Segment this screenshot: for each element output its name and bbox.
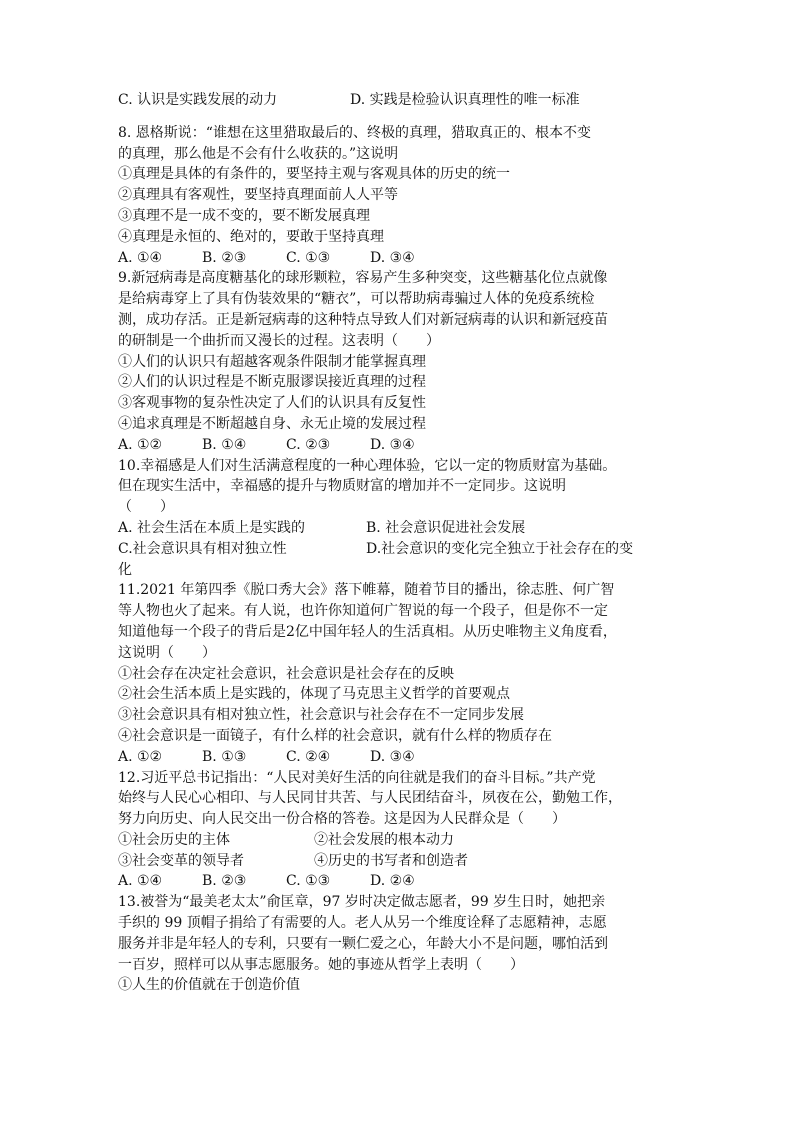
q13-stem-line: 一百岁，照样可以从事志愿服务。她的事迹从哲学上表明（ ）: [118, 956, 524, 973]
q12-option-c: C. ①③: [286, 873, 331, 890]
q12-item: ②社会发展的根本动力: [314, 831, 454, 848]
q13-item: ①人生的价值就在于创造价值: [118, 977, 300, 994]
q12-options-row: [118, 871, 680, 892]
q11-item: ②社会生活本质上是实践的，体现了马克思主义哲学的首要观点: [118, 686, 510, 703]
q9-stem-line: 是给病毒穿上了具有伪装效果的“糖衣”，可以帮助病毒骗过人体的免疫系统检: [118, 291, 595, 308]
q10-option-a: A. 社会生活在本质上是实践的: [118, 519, 306, 536]
q10-options-row: [118, 518, 680, 539]
question-12: [118, 768, 680, 893]
q12-option-a: A. ①④: [118, 873, 163, 890]
q10-option-b: B. 社会意识促进社会发展: [366, 519, 526, 536]
q11-options-row: [118, 747, 680, 768]
q10-option-c: C.社会意识具有相对独立性: [118, 540, 287, 557]
q11-option-b: B. ①③: [202, 748, 247, 765]
q12-stem-line: 努力向历史、向人民交出一份合格的答卷。这是因为人民群众是（ ）: [118, 811, 566, 828]
q13-stem-line: 手织的 99 顶帽子捐给了有需要的人。老人从另一个维度诠释了志愿精神，志愿: [118, 915, 607, 932]
q10-stem-line: （ ）: [118, 499, 174, 516]
q12-option-d: D. ②④: [370, 873, 415, 890]
q8-options-row: [118, 248, 680, 269]
q8-option-d: D. ③④: [370, 249, 415, 266]
q8-item: ③真理不是一成不变的，要不断发展真理: [118, 207, 370, 224]
q8-option-a: A. ①④: [118, 249, 163, 266]
q10-option-d-wrap: 化: [118, 561, 132, 578]
question-10: [118, 456, 680, 581]
q12-items-row: [118, 830, 680, 851]
question-13: [118, 892, 680, 996]
q13-stem-line: 13.被誉为“最美老太太”俞匡章，97 岁时决定做志愿者，99 岁生日时，她把亲: [118, 894, 606, 911]
q7-option-d: D. 实践是检验认识真理性的唯一标准: [350, 92, 580, 108]
q11-stem-line: 这说明（ ）: [118, 644, 216, 661]
q11-stem-line: 知道他每一个段子的背后是2亿中国年轻人的生活真相。从历史唯物主义角度看，: [118, 623, 617, 640]
question-11: [118, 580, 680, 767]
q11-item: ④社会意识是一面镜子，有什么样的社会意识，就有什么样的物质存在: [118, 727, 552, 744]
q12-item: ①社会历史的主体: [118, 831, 230, 848]
q9-item: ①人们的认识只有超越客观条件限制才能掌握真理: [118, 353, 426, 370]
q12-stem-line: 始终与人民心心相印、与人民同甘共苦、与人民团结奋斗，夙夜在公，勤勉工作，: [118, 790, 622, 807]
q11-item: ①社会存在决定社会意识，社会意识是社会存在的反映: [118, 665, 454, 682]
q8-item: ①真理是具体的有条件的，要坚持主观与客观具体的历史的统一: [118, 166, 510, 183]
q9-option-c: C. ②③: [286, 436, 331, 453]
q9-options-row: [118, 435, 680, 456]
q11-option-a: A. ①②: [118, 748, 163, 765]
q12-option-b: B. ②③: [202, 873, 247, 890]
q8-option-c: C. ①③: [286, 249, 331, 266]
q10-options-row: [118, 539, 680, 560]
q9-item: ④追求真理是不断超越自身、永无止境的发展过程: [118, 415, 426, 432]
q9-item: ②人们的认识过程是不断克服谬误接近真理的过程: [118, 374, 426, 391]
q11-option-d: D. ③④: [370, 748, 415, 765]
q9-option-d: D. ③④: [370, 436, 415, 453]
q9-option-a: A. ①②: [118, 436, 163, 453]
q12-item: ④历史的书写者和创造者: [314, 852, 468, 869]
q10-stem-line: 10.幸福感是人们对生活满意程度的一种心理体验，它以一定的物质财富为基础。: [118, 457, 617, 474]
q9-item: ③客观事物的复杂性决定了人们的认识具有反复性: [118, 395, 426, 412]
q8-item: ④真理是永恒的、绝对的，要敢于坚持真理: [118, 228, 384, 245]
q12-item: ③社会变革的领导者: [118, 852, 244, 869]
q7-options-row: [118, 90, 680, 111]
q10-option-d: D.社会意识的变化完全独立于社会存在的变: [366, 540, 634, 557]
q9-stem-line: 9.新冠病毒是高度糖基化的球形颗粒，容易产生多种突变，这些糖基化位点就像: [118, 270, 608, 287]
q9-stem-line: 测，成功存活。正是新冠病毒的这种特点导致人们对新冠病毒的认识和新冠疫苗: [118, 311, 608, 328]
exam-page: [118, 90, 680, 996]
q11-stem-line: 11.2021 年第四季《脱口秀大会》落下帷幕，随着节目的播出，徐志胜、何广智: [118, 582, 615, 599]
q11-stem-line: 等人物也火了起来。有人说，也许你知道何广智说的每一个段子，但是你不一定: [118, 603, 608, 620]
q12-stem-line: 12.习近平总书记指出：“人民对美好生活的向往就是我们的奋斗目标。”共产党: [118, 769, 596, 786]
q12-items-row: [118, 851, 680, 872]
q9-option-b: B. ①④: [202, 436, 247, 453]
question-9: [118, 268, 680, 455]
q11-option-c: C. ②④: [286, 748, 331, 765]
q8-stem-line: 8. 恩格斯说：“谁想在这里猎取最后的、终极的真理，猎取真正的、根本不变: [118, 124, 591, 141]
q13-stem-line: 服务并非是年轻人的专利，只要有一颗仁爱之心，年龄大小不是问题，哪怕活到: [118, 935, 608, 952]
q11-item: ③社会意识具有相对独立性，社会意识与社会存在不一定同步发展: [118, 707, 524, 724]
question-8: [118, 123, 680, 269]
q8-option-b: B. ②③: [202, 249, 247, 266]
q9-stem-line: 的研制是一个曲折而又漫长的过程。这表明（ ）: [118, 332, 440, 349]
q8-stem-line: 的真理，那么他是不会有什么收获的。”这说明: [118, 145, 399, 162]
q10-stem-line: 但在现实生活中，幸福感的提升与物质财富的增加并不一定同步。这说明: [118, 478, 566, 495]
q7-option-c: C. 认识是实践发展的动力: [118, 92, 278, 108]
q8-item: ②真理具有客观性，要坚持真理面前人人平等: [118, 187, 398, 204]
